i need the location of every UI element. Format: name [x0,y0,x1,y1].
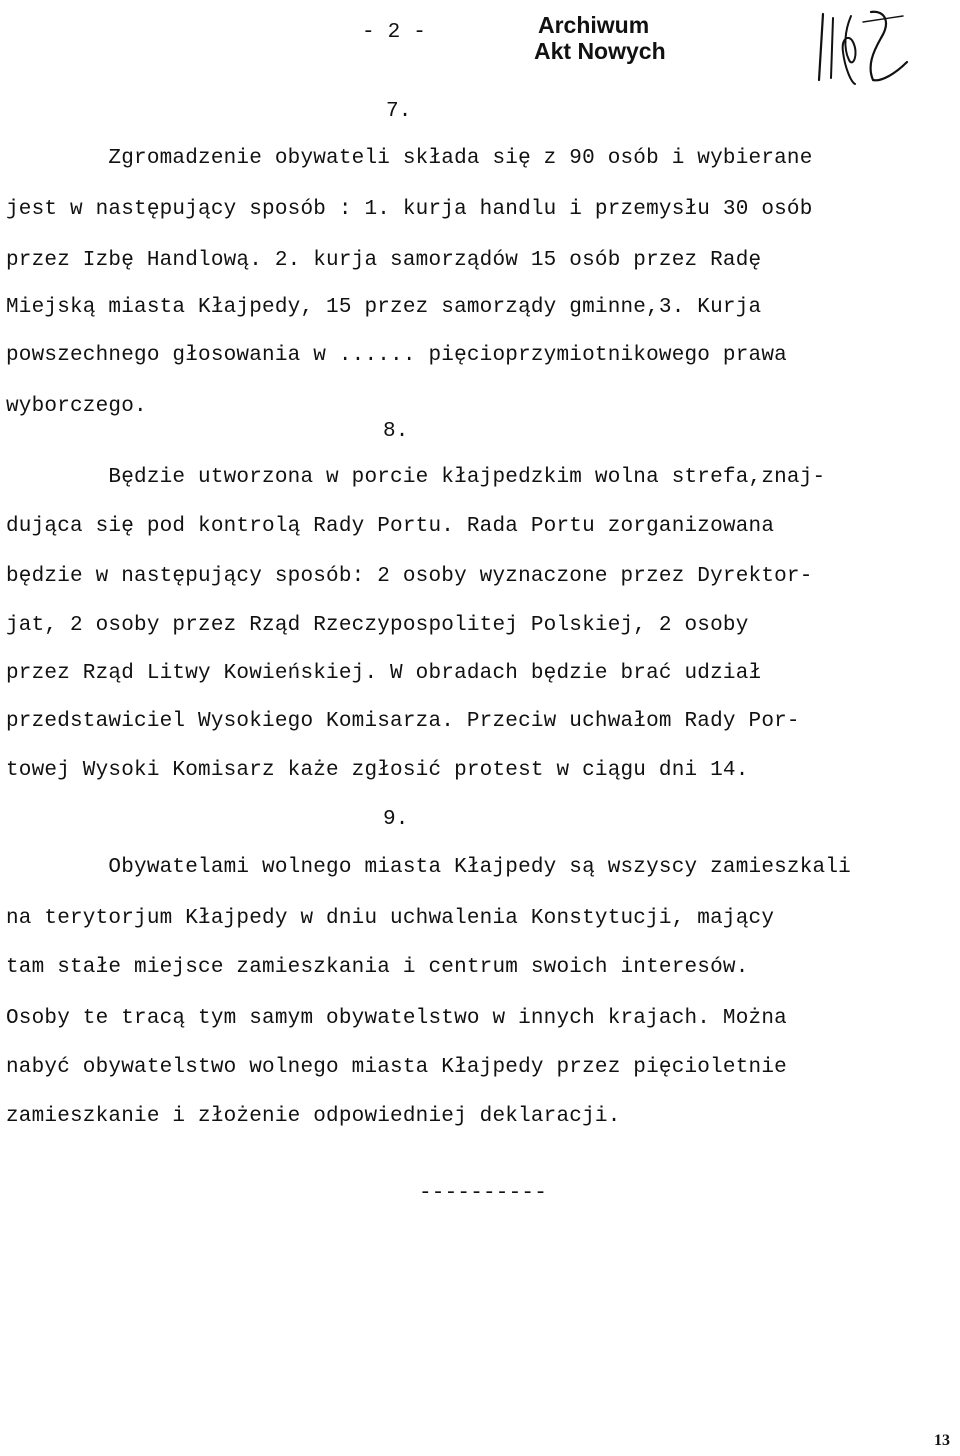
text-line: będzie w następujący sposób: 2 osoby wyznaczone przez Dyrektor- [6,565,813,588]
text-line: Obywatelami wolnego miasta Kłajpedy są wszyscy zamieszkali [6,856,851,879]
text-line: nabyć obywatelstwo wolnego miasta Kłajpedy przez pięcioletnie [6,1056,787,1079]
text-line: towej Wysoki Komisarz każe zgłosić protest w ciągu dni 14. [6,759,749,782]
text-line: wyborczego. [6,395,147,418]
text-line: Zgromadzenie obywateli składa się z 90 osób i wybierane [6,147,813,170]
text-line: przez Rząd Litwy Kowieńskiej. W obradach będzie brać udział [6,662,762,685]
text-line: na terytorjum Kłajpedy w dniu uchwalenia Konstytucji, mający [6,907,775,930]
page-number: - 2 - [362,21,427,44]
text-line: tam stałe miejsce zamieszkania i centrum swoich interesów. [6,956,749,979]
text-line: przedstawiciel Wysokiego Komisarza. Przeciw uchwałom Rady Por- [6,710,800,733]
text-line: jat, 2 osoby przez Rząd Rzeczypospolitej Polskiej, 2 osoby [6,614,749,637]
text-line: Będzie utworzona w porcie kłajpedzkim wolna strefa,znaj- [6,466,826,489]
page-index: 13 [934,1432,950,1449]
stamp-line-2: Akt Nowych [534,38,666,64]
text-line: jest w następujący sposób : 1. kurja handlu i przemysłu 30 osób [6,198,813,221]
section-number-7: 7. [386,100,412,123]
text-line: Miejską miasta Kłajpedy, 15 przez samorządy gminne,3. Kurja [6,296,762,319]
text-line: Osoby te tracą tym samym obywatelstwo w innych krajach. Można [6,1007,787,1030]
section-number-9: 9. [383,808,409,831]
archive-stamp [534,12,666,64]
text-line: przez Izbę Handlową. 2. kurja samorządów 15 osób przez Radę [6,249,762,272]
text-line: dująca się pod kontrolą Rady Portu. Rada Portu zorganizowana [6,515,775,538]
handwritten-signature [815,8,915,88]
text-line: zamieszkanie i złożenie odpowiedniej deklaracji. [6,1105,621,1128]
section-number-8: 8. [383,420,409,443]
stamp-line-1: Archiwum [538,12,650,38]
closing-dashes: ---------- [419,1182,548,1205]
text-line: powszechnego głosowania w ...... pięcioprzymiotnikowego prawa [6,344,787,367]
